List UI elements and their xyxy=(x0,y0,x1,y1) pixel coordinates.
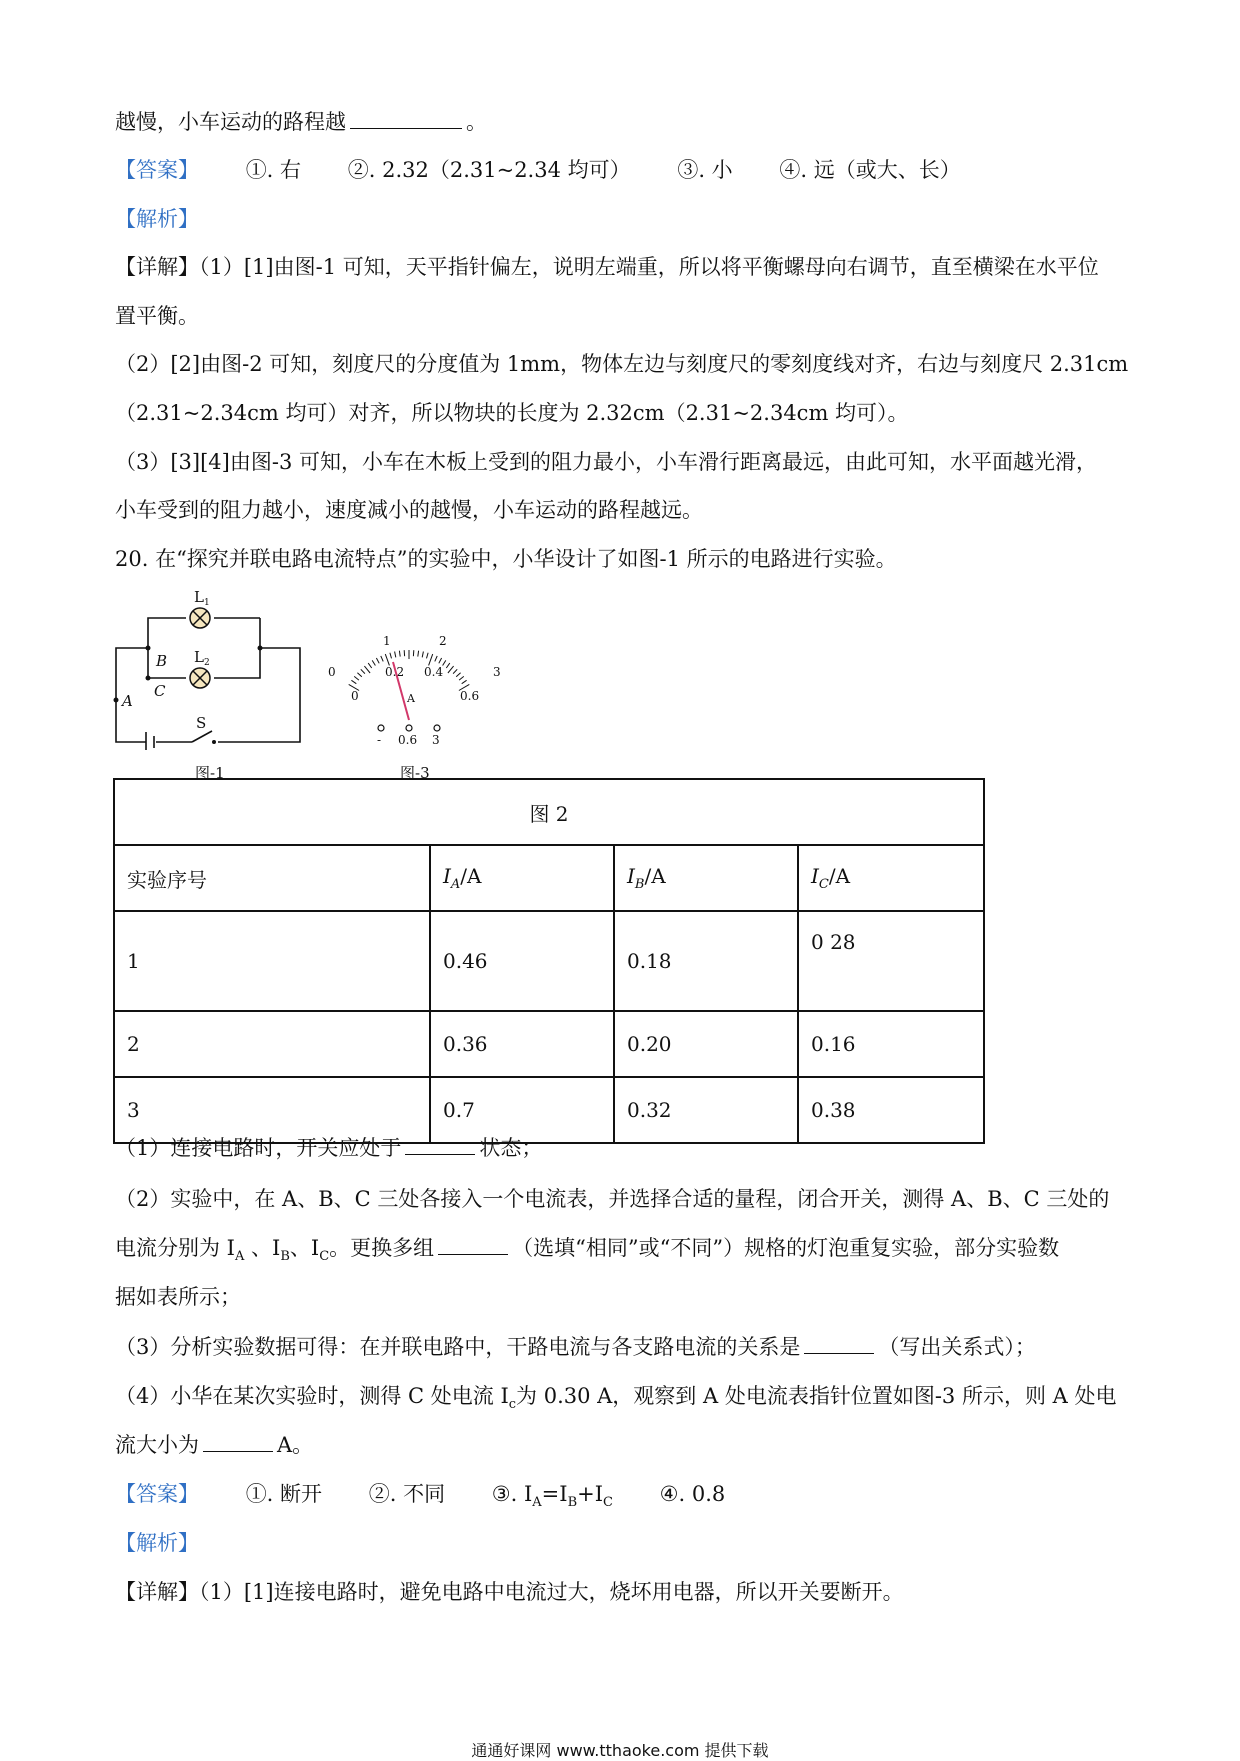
meter-tick xyxy=(381,656,383,662)
question-line xyxy=(115,1333,1036,1361)
text: 状态； xyxy=(479,1136,542,1160)
table-header: 实验序号 xyxy=(114,845,430,911)
text: （2.31~2.34cm 均可）对齐，所以物块的长度为 2.32cm（2.31~2.34cm 均可）。 xyxy=(115,401,909,425)
meter-tick xyxy=(361,669,365,673)
table-row xyxy=(114,1011,984,1077)
table-cell: 0.18 xyxy=(614,911,798,1011)
tick-label-top: 1 xyxy=(383,634,391,648)
text: 、I xyxy=(290,1236,319,1260)
text: A。 xyxy=(277,1433,313,1457)
answer-item: ③. $I_A=I_B+I_C$ xyxy=(492,1480,613,1517)
table-header-row xyxy=(114,845,984,911)
text: （选填“相同”或“不同”）规格的灯泡重复实验，部分实验数 xyxy=(512,1236,1059,1260)
text: 小车受到的阻力越小，速度减小的越慢，小车运动的路程越远。 xyxy=(115,498,703,522)
meter-tick xyxy=(399,651,400,657)
answer-blank xyxy=(203,1431,273,1452)
text: 电流分别为 I xyxy=(115,1236,235,1260)
meter-tick xyxy=(390,653,392,659)
text-line xyxy=(115,350,1128,378)
subscript: c xyxy=(509,1397,516,1412)
question-line xyxy=(115,1283,241,1311)
page-footer: 通通好课网 www.tthaoke.com 提供下载 xyxy=(0,1738,1240,1761)
text: （4）小华在某次实验时，测得 C 处电流 I xyxy=(115,1384,509,1408)
lamp-l1-icon xyxy=(190,608,210,628)
label-c: C xyxy=(154,682,166,700)
label-s: S xyxy=(196,714,206,732)
tick-label-top: 3 xyxy=(493,665,501,679)
text: 流大小为 xyxy=(115,1433,199,1457)
text: 20. 在“探究并联电路电流特点”的实验中，小华设计了如图-1 所示的电路进行实验。 xyxy=(115,547,897,571)
table-row xyxy=(114,911,984,1011)
meter-tick xyxy=(459,676,464,680)
answer-item: ②. 2.32（2.31~2.34 均可） xyxy=(348,156,631,184)
meter-tick xyxy=(357,673,361,677)
table-cell: 1 xyxy=(114,911,430,1011)
tick-label-top: 0 xyxy=(328,665,336,679)
text: （1）[1]连接电路时，避免电路中电流过大，烧坏用电器，所以开关要断开。 xyxy=(199,1580,904,1604)
answer-item: ①. 右 xyxy=(246,156,301,184)
answer-item: ③. 小 xyxy=(677,156,732,184)
meter-tick xyxy=(422,652,423,658)
text: （3）[3][4]由图-3 可知，小车在木板上受到的阻力最小，小车滑行距离最远，由此可知，水平面越光滑， xyxy=(115,450,1097,474)
meter-tick xyxy=(448,666,454,673)
meter-tick xyxy=(446,663,450,668)
tick-label-bottom: 0 xyxy=(351,689,359,703)
meter-tick xyxy=(368,663,372,668)
meter-tick xyxy=(439,658,442,663)
tick-label-top: 2 xyxy=(439,634,447,648)
answer-blank xyxy=(804,1333,874,1354)
meter-tick xyxy=(354,676,359,680)
tick-label-bottom: 0.4 xyxy=(424,665,443,679)
text: （1）[1]由图-1 可知，天平指针偏左，说明左端重，所以将平衡螺母向右调节，直至横梁在水平位 xyxy=(199,255,1099,279)
data-table xyxy=(113,778,985,1144)
table-cell: 0.38 xyxy=(798,1077,984,1143)
table-cell: 0.36 xyxy=(430,1011,614,1077)
answer-blank xyxy=(438,1234,508,1255)
table-header: $I_B/A$ xyxy=(614,845,798,911)
detail-line xyxy=(115,253,1099,281)
analysis-line xyxy=(115,1529,199,1557)
text: 据如表所示； xyxy=(115,1285,241,1309)
table-cell: 0.20 xyxy=(614,1011,798,1077)
terminal-icon xyxy=(378,725,384,731)
question-stem xyxy=(115,545,897,573)
answer-item: ④. 0.8 xyxy=(660,1480,726,1508)
subscript: A xyxy=(235,1249,244,1264)
meter-tick xyxy=(435,656,437,662)
analysis-line xyxy=(115,205,199,233)
answer-item: ①. 断开 xyxy=(246,1480,322,1508)
meter-tick xyxy=(376,658,379,663)
question-line xyxy=(115,1382,1116,1419)
answer-blank xyxy=(350,108,462,129)
question-line xyxy=(115,1185,1109,1213)
table-caption-row xyxy=(114,779,984,845)
text: 。更换多组 xyxy=(329,1236,434,1260)
text: （2）实验中，在 A、B、C 三处各接入一个电流表，并选择合适的量程，闭合开关，测得 A、B、C 三处的 xyxy=(115,1187,1109,1211)
label-b: B xyxy=(155,652,167,670)
table-cell: 2 xyxy=(114,1011,430,1077)
table-cell: 0.7 xyxy=(430,1077,614,1143)
text: （写出关系式）； xyxy=(878,1335,1036,1359)
lamp-l2-icon xyxy=(190,668,210,688)
table-cell: 0.32 xyxy=(614,1077,798,1143)
meter-tick xyxy=(364,666,370,673)
terminal-label: 0.6 xyxy=(398,733,417,747)
answer-item: ②. 不同 xyxy=(369,1480,445,1508)
terminal-label: 3 xyxy=(432,733,440,747)
text-line xyxy=(115,302,199,330)
answer-item: ④. 远（或大、长） xyxy=(779,156,960,184)
meter-tick xyxy=(453,669,457,673)
meter-tick xyxy=(372,660,375,665)
answer-tag: 【答案】 xyxy=(115,158,199,182)
question-line xyxy=(115,1431,313,1459)
figure-label: 图-3 xyxy=(400,762,430,783)
answer-blank xyxy=(405,1134,475,1155)
question-line xyxy=(115,1134,542,1162)
table-cell: 0.16 xyxy=(798,1011,984,1077)
table-header: $I_A/A$ xyxy=(430,845,614,911)
meter-tick xyxy=(427,653,429,659)
meter-tick xyxy=(429,654,433,665)
label-l1: $L_1$ xyxy=(194,590,210,608)
text: 、I xyxy=(244,1236,280,1260)
table-header: $I_C/A$ xyxy=(798,845,984,911)
text: 。 xyxy=(466,110,487,134)
answer-line xyxy=(115,1480,725,1517)
detail-tag: 【详解】 xyxy=(115,1580,199,1604)
tick-label-bottom: 0.6 xyxy=(460,689,479,703)
answer-tag: 【答案】 xyxy=(115,1482,199,1506)
meter-tick xyxy=(385,654,389,665)
meter-tick xyxy=(395,652,396,658)
meter-tick xyxy=(351,680,356,683)
meter-tick xyxy=(418,651,419,657)
terminal-icon xyxy=(434,725,440,731)
meter-tick xyxy=(456,673,460,677)
text-line xyxy=(115,448,1097,476)
label-a: A xyxy=(120,692,133,710)
meter-unit: A xyxy=(406,692,416,705)
text: 越慢，小车运动的路程越 xyxy=(115,110,346,134)
text: 置平衡。 xyxy=(115,304,199,328)
text-line xyxy=(115,108,487,136)
analysis-tag: 【解析】 xyxy=(115,207,199,231)
text: 为 0.30 A，观察到 A 处电流表指针位置如图-3 所示，则 A 处电 xyxy=(516,1384,1116,1408)
table-cell: 3 xyxy=(114,1077,430,1143)
subscript: B xyxy=(280,1249,290,1264)
table-caption: 图 2 xyxy=(114,779,984,845)
label-l2: $L_2$ xyxy=(194,648,210,668)
detail-line xyxy=(115,1578,904,1606)
terminal-label: - xyxy=(377,733,381,747)
text: （2）[2]由图-2 可知，刻度尺的分度值为 1mm，物体左边与刻度尺的零刻度线对齐，右边与刻度尺 2.31cm xyxy=(115,352,1128,376)
analysis-tag: 【解析】 xyxy=(115,1531,199,1555)
question-line xyxy=(115,1234,1059,1271)
figure-label: 图-1 xyxy=(195,762,225,783)
tick-label-bottom: 0.2 xyxy=(385,665,404,679)
text-line xyxy=(115,496,703,524)
text: （1）连接电路时，开关应处于 xyxy=(115,1136,401,1160)
subscript: C xyxy=(319,1249,329,1264)
circuit-diagram xyxy=(108,590,308,750)
table-cell: 0.46 xyxy=(430,911,614,1011)
terminal-icon xyxy=(406,725,412,731)
meter-tick xyxy=(462,680,467,683)
table-cell: 0 28 xyxy=(798,911,984,1011)
answer-line xyxy=(115,156,961,184)
ammeter-dial xyxy=(325,632,510,757)
text-line xyxy=(115,399,909,427)
detail-tag: 【详解】 xyxy=(115,255,199,279)
text: （3）分析实验数据可得：在并联电路中，干路电流与各支路电流的关系是 xyxy=(115,1335,800,1359)
